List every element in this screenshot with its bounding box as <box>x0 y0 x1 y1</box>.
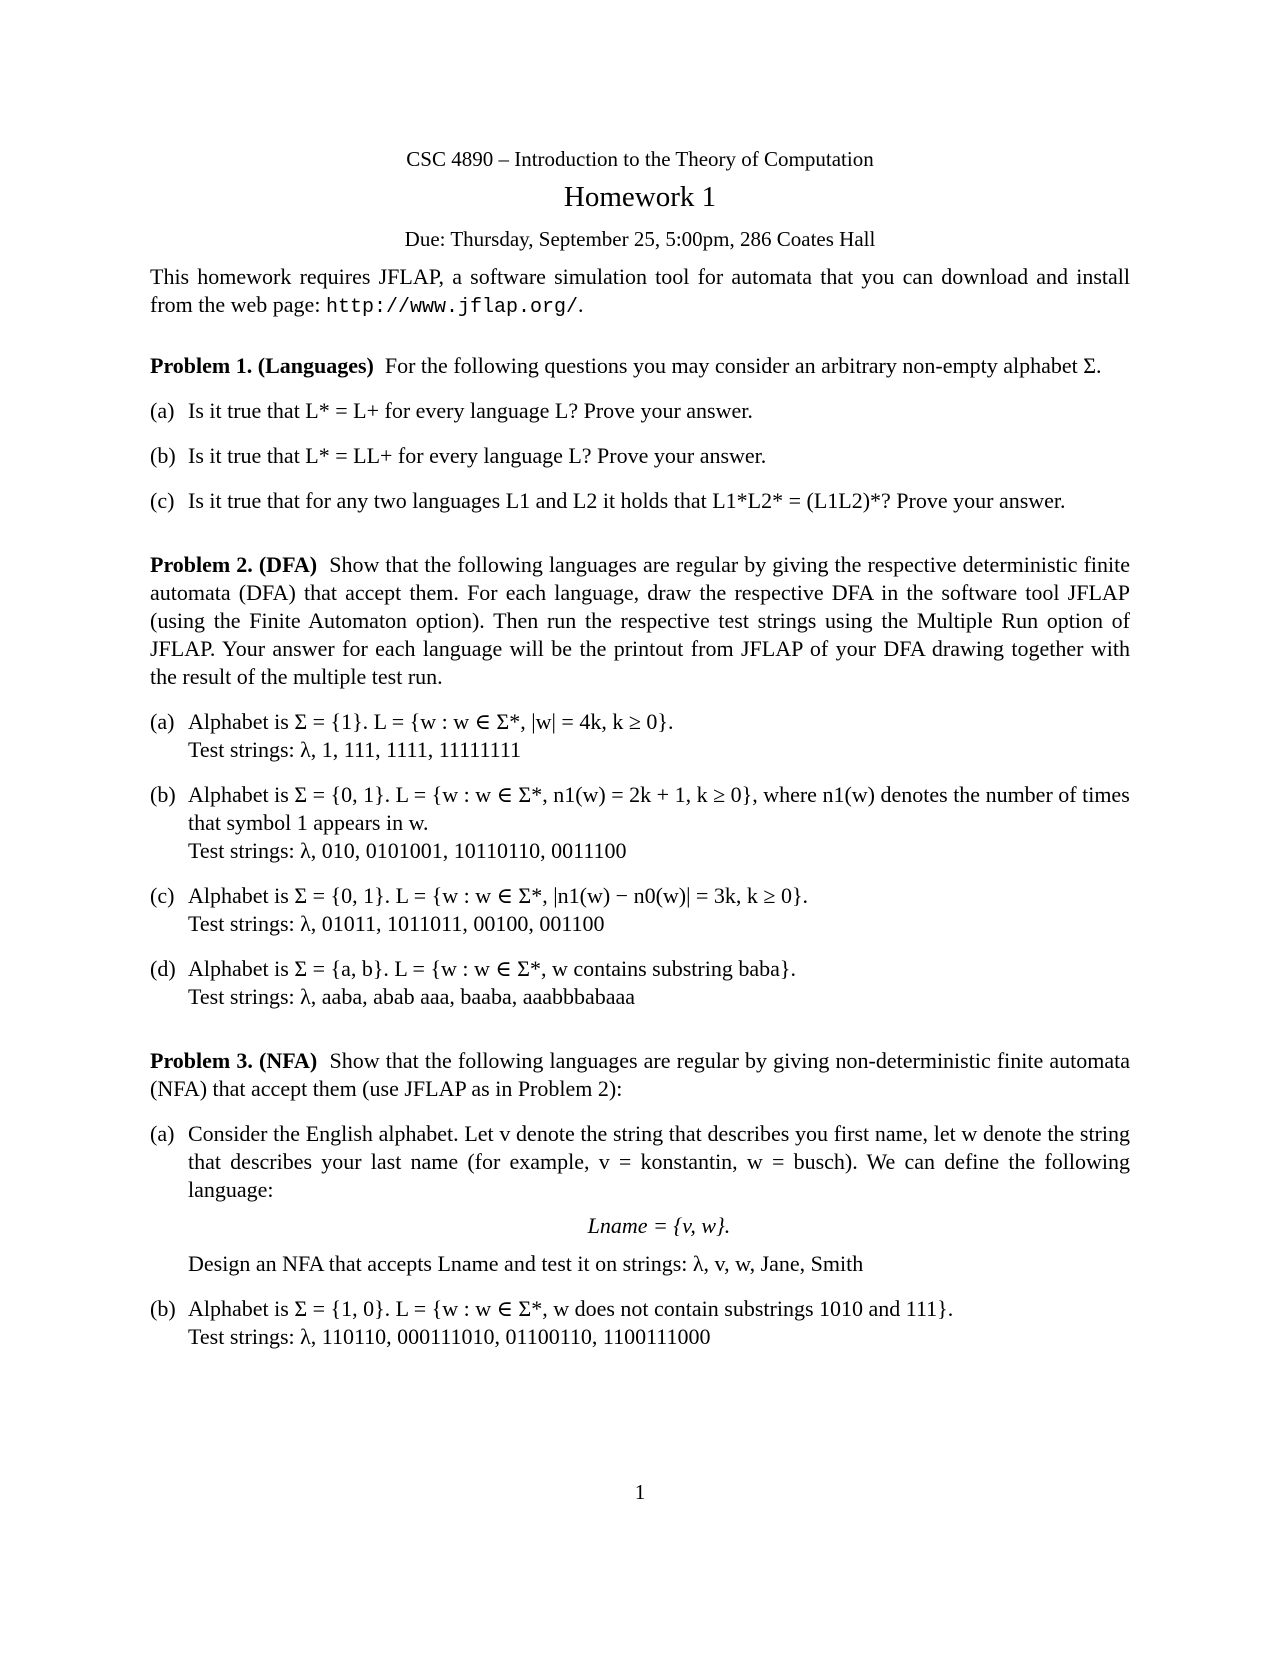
item-text: Alphabet is Σ = {1, 0}. L = {w : w ∈ Σ*, w does not contain substrings 1010 and 111}. <box>188 1296 954 1321</box>
problem-1 <box>150 352 1130 515</box>
problem-3a <box>150 1120 1130 1278</box>
problem-2b <box>150 781 1130 865</box>
test-strings: Test strings: λ, 1, 111, 1111, 11111111 <box>188 737 521 762</box>
problem-2a <box>150 708 1130 764</box>
item-label: (d) <box>150 956 176 981</box>
item-label: (b) <box>150 1296 176 1321</box>
item-label: (a) <box>150 709 175 734</box>
item-label: (a) <box>150 1121 175 1146</box>
test-strings: Test strings: λ, 110110, 000111010, 01100110, 1100111000 <box>188 1324 711 1349</box>
item-text: Alphabet is Σ = {a, b}. L = {w : w ∈ Σ*, w contains substring baba}. <box>188 956 796 981</box>
item-text: Consider the English alphabet. Let v denote the string that describes you first name, let w denote the string that describes your last name (for example, v = konstantin, w = busch). We can define the following language: <box>188 1121 1130 1202</box>
problem-2-topic: (DFA) <box>258 552 318 577</box>
problem-1c <box>150 487 1130 515</box>
problem-1-text: For the following questions you may consider an arbitrary non-empty alphabet Σ. <box>384 353 1102 378</box>
problem-2-intro <box>150 551 1130 691</box>
course-title: CSC 4890 – Introduction to the Theory of Computation <box>406 147 874 171</box>
item-text: Is it true that L* = LL+ for every language L? Prove your answer. <box>188 443 767 468</box>
intro-text: This homework requires JFLAP, a software simulation tool for automata that you can download and install from the web page: <box>150 264 1130 317</box>
item-text: Alphabet is Σ = {1}. L = {w : w ∈ Σ*, |w| = 4k, k ≥ 0}. <box>188 709 674 734</box>
problem-2-text: Show that the following languages are regular by giving the respective deterministic finite automata (DFA) that accept them. For each language, draw the respective DFA in the software tool JFLAP (using the Finite Automaton option). Then run the respective test strings using the Multiple Run option of JFLAP. Your answer for each language will be the printout from JFLAP of your DFA drawing together with the result of the multiple test run. <box>150 552 1131 689</box>
test-strings: Test strings: λ, 010, 0101001, 10110110, 0011100 <box>188 838 627 863</box>
test-strings: Test strings: λ, aaba, abab aaa, baaba, aaabbbabaaa <box>188 984 636 1009</box>
problem-3-topic: (NFA) <box>259 1048 318 1073</box>
problem-1-topic: (Languages) <box>257 353 374 378</box>
document-page <box>150 145 1130 1351</box>
intro-paragraph <box>150 263 1130 322</box>
problem-1-label: Problem 1. <box>150 353 253 378</box>
jflap-url: http://www.jflap.org/ <box>325 296 578 319</box>
item-label: (c) <box>150 883 175 908</box>
problem-3 <box>150 1047 1130 1351</box>
problem-3-intro <box>150 1047 1130 1103</box>
due-date: Due: Thursday, September 25, 5:00pm, 286 Coates Hall <box>404 227 876 251</box>
problem-1a <box>150 397 1130 425</box>
item-followup: Design an NFA that accepts Lname and test it on strings: λ, v, w, Jane, Smith <box>188 1251 864 1276</box>
problem-3b <box>150 1295 1130 1351</box>
problem-3-label: Problem 3. <box>150 1048 253 1073</box>
intro-text-end: . <box>577 292 584 317</box>
problem-1-intro <box>150 352 1130 380</box>
item-label: (b) <box>150 443 176 468</box>
item-label: (a) <box>150 398 175 423</box>
problem-1b <box>150 442 1130 470</box>
homework-title: Homework 1 <box>563 181 717 213</box>
problem-2-label: Problem 2. <box>150 552 253 577</box>
problem-2c <box>150 882 1130 938</box>
item-text: Is it true that L* = L+ for every language L? Prove your answer. <box>188 398 753 423</box>
item-label: (c) <box>150 488 175 513</box>
problem-2d <box>150 955 1130 1011</box>
problem-3-text: Show that the following languages are regular by giving non-deterministic finite automata (NFA) that accept them (use JFLAP as in Problem 2): <box>150 1048 1131 1101</box>
item-label: (b) <box>150 782 176 807</box>
display-equation: Lname = {v, w}. <box>587 1213 731 1238</box>
page-number: 1 <box>634 1480 646 1504</box>
item-text: Alphabet is Σ = {0, 1}. L = {w : w ∈ Σ*, n1(w) = 2k + 1, k ≥ 0}, where n1(w) denotes the number of times that symbol 1 appears in w. <box>188 782 1130 835</box>
item-text: Is it true that for any two languages L1 and L2 it holds that L1*L2* = (L1L2)*? Prove your answer. <box>188 488 1066 513</box>
item-text: Alphabet is Σ = {0, 1}. L = {w : w ∈ Σ*, |n1(w) − n0(w)| = 3k, k ≥ 0}. <box>188 883 809 908</box>
test-strings: Test strings: λ, 01011, 1011011, 00100, 001100 <box>188 911 605 936</box>
problem-2 <box>150 551 1130 1011</box>
